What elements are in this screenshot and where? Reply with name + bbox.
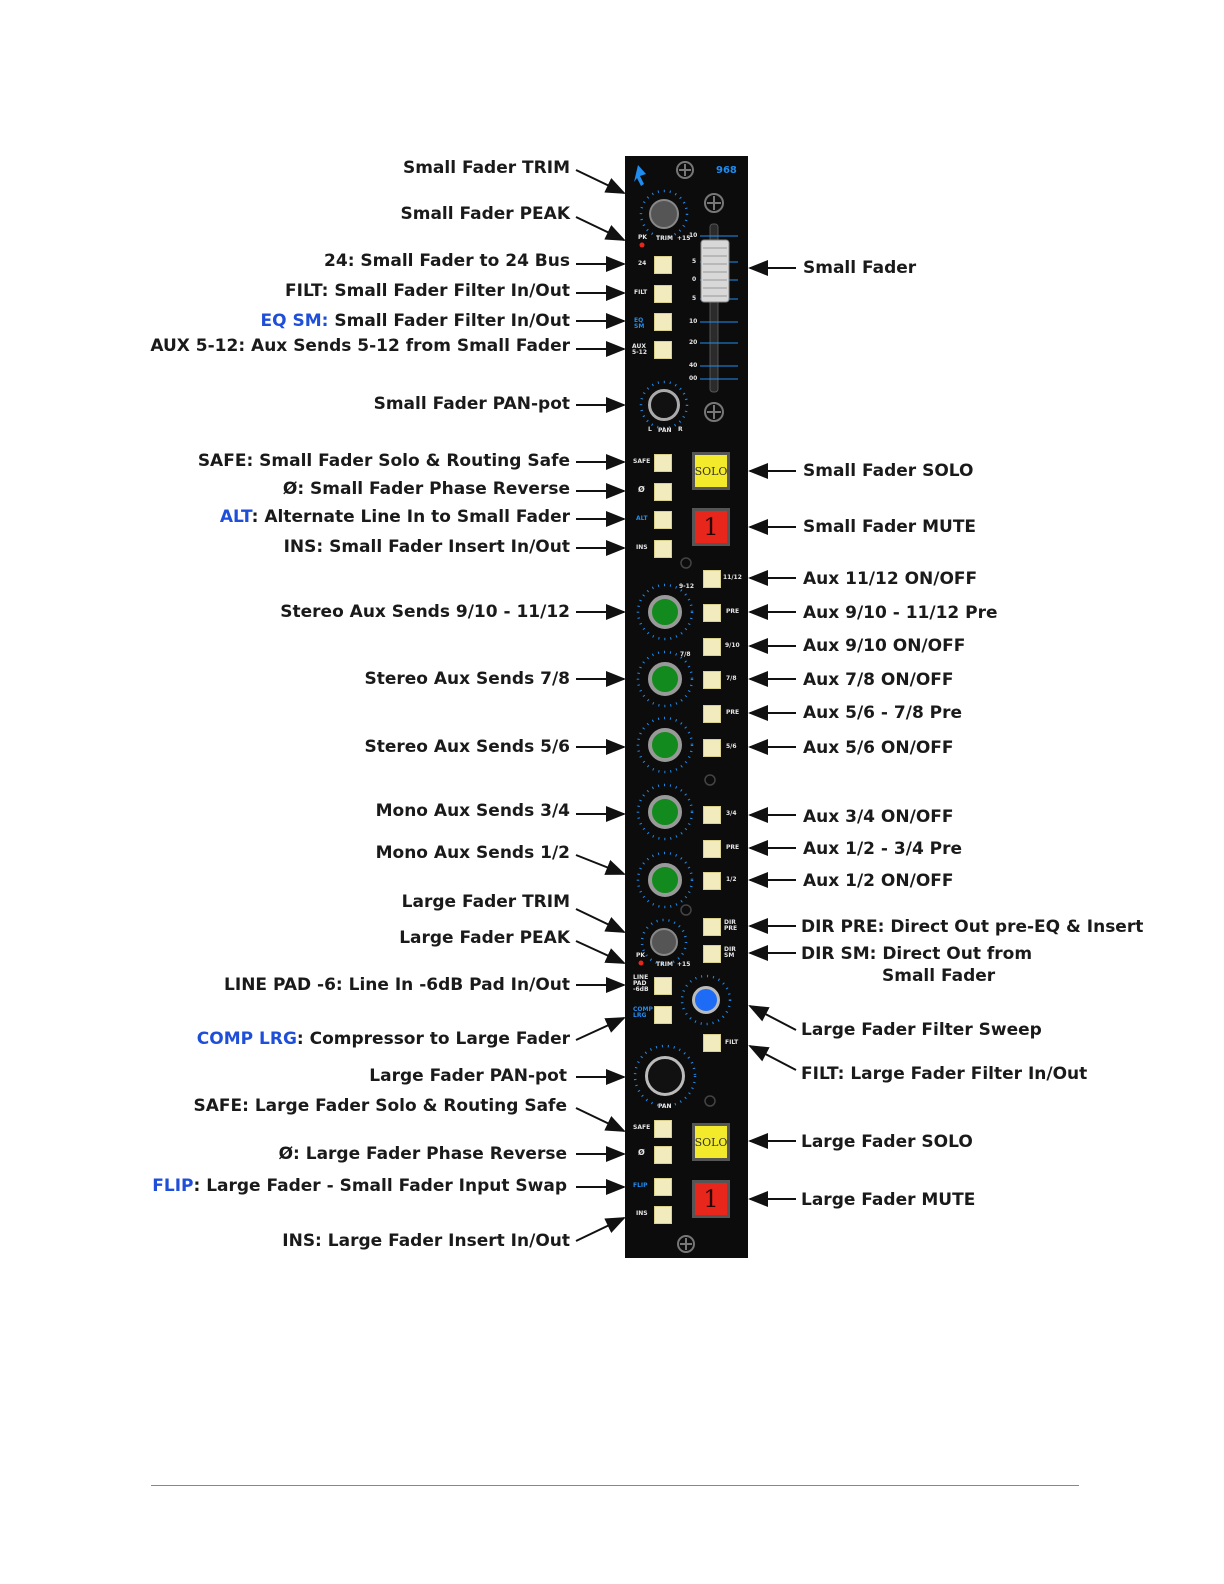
peak-led-large xyxy=(639,961,644,966)
peak-led-small xyxy=(640,243,645,248)
tag-trim-large: TRIM xyxy=(656,961,673,968)
tag-pan-large: PAN xyxy=(658,1103,672,1110)
tag-ins-small: INS xyxy=(636,544,648,551)
button-eq-sm[interactable] xyxy=(654,313,672,331)
scale-10-top: 10 xyxy=(689,232,698,239)
button-large-filt[interactable] xyxy=(703,1034,721,1052)
filter-sweep-knob[interactable] xyxy=(692,986,720,1014)
label-stereo-aux-910-1112: Stereo Aux Sends 9/10 - 11/12 xyxy=(280,602,570,622)
tag-plus15-large: +15 xyxy=(677,961,691,968)
scale-5-top: 5 xyxy=(692,258,697,265)
button-aux-5-12[interactable] xyxy=(654,341,672,359)
label-ins-large: INS: Large Fader Insert In/Out xyxy=(282,1231,570,1251)
label-phase-small: Ø: Small Fader Phase Reverse xyxy=(282,479,570,499)
tag-line-pad: LINE PAD -6dB xyxy=(633,974,649,993)
button-comp-lrg[interactable] xyxy=(654,1006,672,1024)
scale-inf: 00 xyxy=(689,375,698,382)
button-ins-large[interactable] xyxy=(654,1206,672,1224)
label-aux-910-pre: Aux 9/10 - 11/12 Pre xyxy=(803,603,998,623)
label-mono-aux-34: Mono Aux Sends 3/4 xyxy=(375,801,570,821)
label-mono-aux-12: Mono Aux Sends 1/2 xyxy=(375,843,570,863)
small-solo-button[interactable]: SOLO xyxy=(692,452,730,490)
large-mute-button[interactable]: 1 xyxy=(692,1180,730,1218)
label-large-filt: FILT: Large Fader Filter In/Out xyxy=(801,1064,1088,1084)
tag-safe-large: SAFE xyxy=(633,1124,651,1131)
label-large-mute: Large Fader MUTE xyxy=(801,1190,976,1210)
label-large-fader-peak: Large Fader PEAK xyxy=(399,928,570,948)
label-large-pan: Large Fader PAN-pot xyxy=(369,1066,567,1086)
label-small-mute: Small Fader MUTE xyxy=(803,517,977,537)
button-aux-78-on[interactable] xyxy=(703,671,721,689)
label-aux-56-on: Aux 5/6 ON/OFF xyxy=(803,738,954,758)
label-flip-text: : Large Fader - Small Fader Input Swap xyxy=(193,1176,567,1196)
label-small-solo: Small Fader SOLO xyxy=(803,461,974,481)
label-aux-1112-on: Aux 11/12 ON/OFF xyxy=(803,569,978,589)
button-aux-910-pre[interactable] xyxy=(703,604,721,622)
tag-l-small: L xyxy=(648,426,652,433)
label-small-fader: Small Fader xyxy=(803,258,917,278)
label-large-fader-trim: Large Fader TRIM xyxy=(401,892,570,912)
button-safe-large[interactable] xyxy=(654,1120,672,1138)
button-aux-1112-on[interactable] xyxy=(703,570,721,588)
tag-aux56-btn: 5/6 xyxy=(726,743,737,750)
button-aux-34-on[interactable] xyxy=(703,806,721,824)
label-eq-sm-text: Small Fader Filter In/Out xyxy=(328,311,570,331)
large-pan-knob[interactable] xyxy=(645,1056,685,1096)
label-phase-large: Ø: Large Fader Phase Reverse xyxy=(278,1144,567,1164)
small-mute-button[interactable]: 1 xyxy=(692,508,730,546)
tag-pre-910: PRE xyxy=(726,608,740,615)
tag-alt: ALT xyxy=(636,515,648,522)
label-comp-lrg-text: : Compressor to Large Fader xyxy=(296,1029,570,1049)
button-dir-sm[interactable] xyxy=(703,945,721,963)
label-flip-prefix: FLIP xyxy=(152,1176,194,1196)
label-safe-large: SAFE: Large Fader Solo & Routing Safe xyxy=(193,1096,567,1116)
small-trim-knob[interactable] xyxy=(649,199,679,229)
label-aux-78-on: Aux 7/8 ON/OFF xyxy=(803,670,954,690)
tag-aux12-btn: 1/2 xyxy=(726,876,737,883)
tag-pan-small: PAN xyxy=(658,427,672,434)
scale-20: 20 xyxy=(689,339,698,346)
tag-filt-small: FILT xyxy=(634,289,648,296)
tag-pre-56: PRE xyxy=(726,709,740,716)
label-ins-small: INS: Small Fader Insert In/Out xyxy=(283,537,570,557)
tag-safe-small: SAFE xyxy=(633,458,651,465)
tag-aux34-btn: 3/4 xyxy=(726,810,737,817)
label-dir-pre: DIR PRE: Direct Out pre-EQ & Insert xyxy=(801,917,1144,937)
label-aux-910-on: Aux 9/10 ON/OFF xyxy=(803,636,966,656)
label-alt-prefix: ALT xyxy=(219,507,252,527)
aux-56-knob[interactable] xyxy=(648,728,682,762)
label-small-pan: Small Fader PAN-pot xyxy=(373,394,570,414)
button-phase-large[interactable] xyxy=(654,1146,672,1164)
label-filt-small: FILT: Small Fader Filter In/Out xyxy=(285,281,570,301)
button-ins-small[interactable] xyxy=(654,540,672,558)
label-dir-sm-line2: Small Fader xyxy=(882,966,996,986)
button-phase-small[interactable] xyxy=(654,483,672,501)
label-large-solo: Large Fader SOLO xyxy=(801,1132,973,1152)
button-safe-small[interactable] xyxy=(654,454,672,472)
tag-filt-large: FILT xyxy=(725,1039,739,1046)
label-filter-sweep: Large Fader Filter Sweep xyxy=(801,1020,1042,1040)
label-dir-sm: DIR SM: Direct Out from xyxy=(801,944,1033,964)
tag-comp-lrg: COMP LRG xyxy=(633,1006,653,1019)
label-eq-sm xyxy=(260,311,570,331)
button-aux-56-on[interactable] xyxy=(703,739,721,757)
tag-phase-small: Ø xyxy=(638,485,645,494)
tag-ins-large: INS xyxy=(636,1210,648,1217)
label-comp-lrg xyxy=(197,1029,570,1049)
tag-flip: FLIP xyxy=(633,1182,648,1189)
large-trim-knob[interactable] xyxy=(650,928,678,956)
button-alt[interactable] xyxy=(654,511,672,529)
label-aux-5-12: AUX 5-12: Aux Sends 5-12 from Small Fader xyxy=(150,336,570,356)
scale-5: 5 xyxy=(692,295,697,302)
button-line-pad[interactable] xyxy=(654,977,672,995)
button-aux-910-on[interactable] xyxy=(703,638,721,656)
tag-aux912: 9-12 xyxy=(679,583,695,590)
button-aux-12-on[interactable] xyxy=(703,872,721,890)
tag-plus15-small: +15 xyxy=(677,235,691,242)
fader-cap[interactable] xyxy=(701,240,729,302)
tag-aux78: 7/8 xyxy=(680,651,691,658)
tag-dir-sm: DIR SM xyxy=(724,946,736,959)
tag-24: 24 xyxy=(638,260,647,267)
scale-0: 0 xyxy=(692,276,697,283)
tag-pk-large: PK xyxy=(636,952,646,959)
button-filt-small[interactable] xyxy=(654,285,672,303)
label-alt xyxy=(220,507,570,527)
label-aux-34-on: Aux 3/4 ON/OFF xyxy=(803,807,954,827)
aux-78-knob[interactable] xyxy=(648,662,682,696)
label-comp-lrg-prefix: COMP LRG xyxy=(196,1029,297,1049)
label-safe-small: SAFE: Small Fader Solo & Routing Safe xyxy=(197,451,570,471)
tag-eqsm: EQ SM xyxy=(634,317,645,330)
tag-aux78-btn: 7/8 xyxy=(726,675,737,682)
label-aux-12-on: Aux 1/2 ON/OFF xyxy=(803,871,954,891)
label-stereo-aux-56: Stereo Aux Sends 5/6 xyxy=(364,737,570,757)
scale-10: 10 xyxy=(689,318,698,325)
label-eq-sm-prefix: EQ SM: xyxy=(260,311,329,331)
button-dir-pre[interactable] xyxy=(703,918,721,936)
tag-aux1112: 11/12 xyxy=(723,574,742,581)
tag-aux512: AUX 5-12 xyxy=(632,343,648,356)
small-pan-knob[interactable] xyxy=(648,389,680,421)
button-aux-56-pre[interactable] xyxy=(703,705,721,723)
tag-trim-small: TRIM xyxy=(656,235,673,242)
button-aux-12-pre[interactable] xyxy=(703,840,721,858)
aux-12-knob[interactable] xyxy=(648,863,682,897)
tag-aux910: 9/10 xyxy=(725,642,740,649)
tag-phase-large: Ø xyxy=(638,1148,645,1157)
label-aux-12-pre: Aux 1/2 - 3/4 Pre xyxy=(803,839,963,859)
footer-rule xyxy=(151,1485,1079,1486)
tag-dir-pre: DIR PRE xyxy=(724,919,738,932)
label-small-fader-peak: Small Fader PEAK xyxy=(400,204,570,224)
label-small-fader-trim: Small Fader TRIM xyxy=(402,158,570,178)
label-flip xyxy=(152,1176,567,1196)
aux-34-knob[interactable] xyxy=(648,795,682,829)
button-flip[interactable] xyxy=(654,1178,672,1196)
label-alt-text: : Alternate Line In to Small Fader xyxy=(251,507,570,527)
large-solo-button[interactable]: SOLO xyxy=(692,1123,730,1161)
scale-40: 40 xyxy=(689,362,698,369)
logo-icon xyxy=(634,165,646,186)
aux-910-1112-knob[interactable] xyxy=(648,595,682,629)
button-24[interactable] xyxy=(654,256,672,274)
label-aux-56-pre: Aux 5/6 - 7/8 Pre xyxy=(803,703,963,723)
label-stereo-aux-78: Stereo Aux Sends 7/8 xyxy=(364,669,570,689)
tag-pre-12: PRE xyxy=(726,844,740,851)
tag-r-small: R xyxy=(678,426,683,433)
model-number: 968 xyxy=(716,165,737,176)
tag-pk-small: PK xyxy=(638,234,648,241)
label-24-bus: 24: Small Fader to 24 Bus xyxy=(324,251,570,271)
label-line-pad: LINE PAD -6: Line In -6dB Pad In/Out xyxy=(224,975,570,995)
